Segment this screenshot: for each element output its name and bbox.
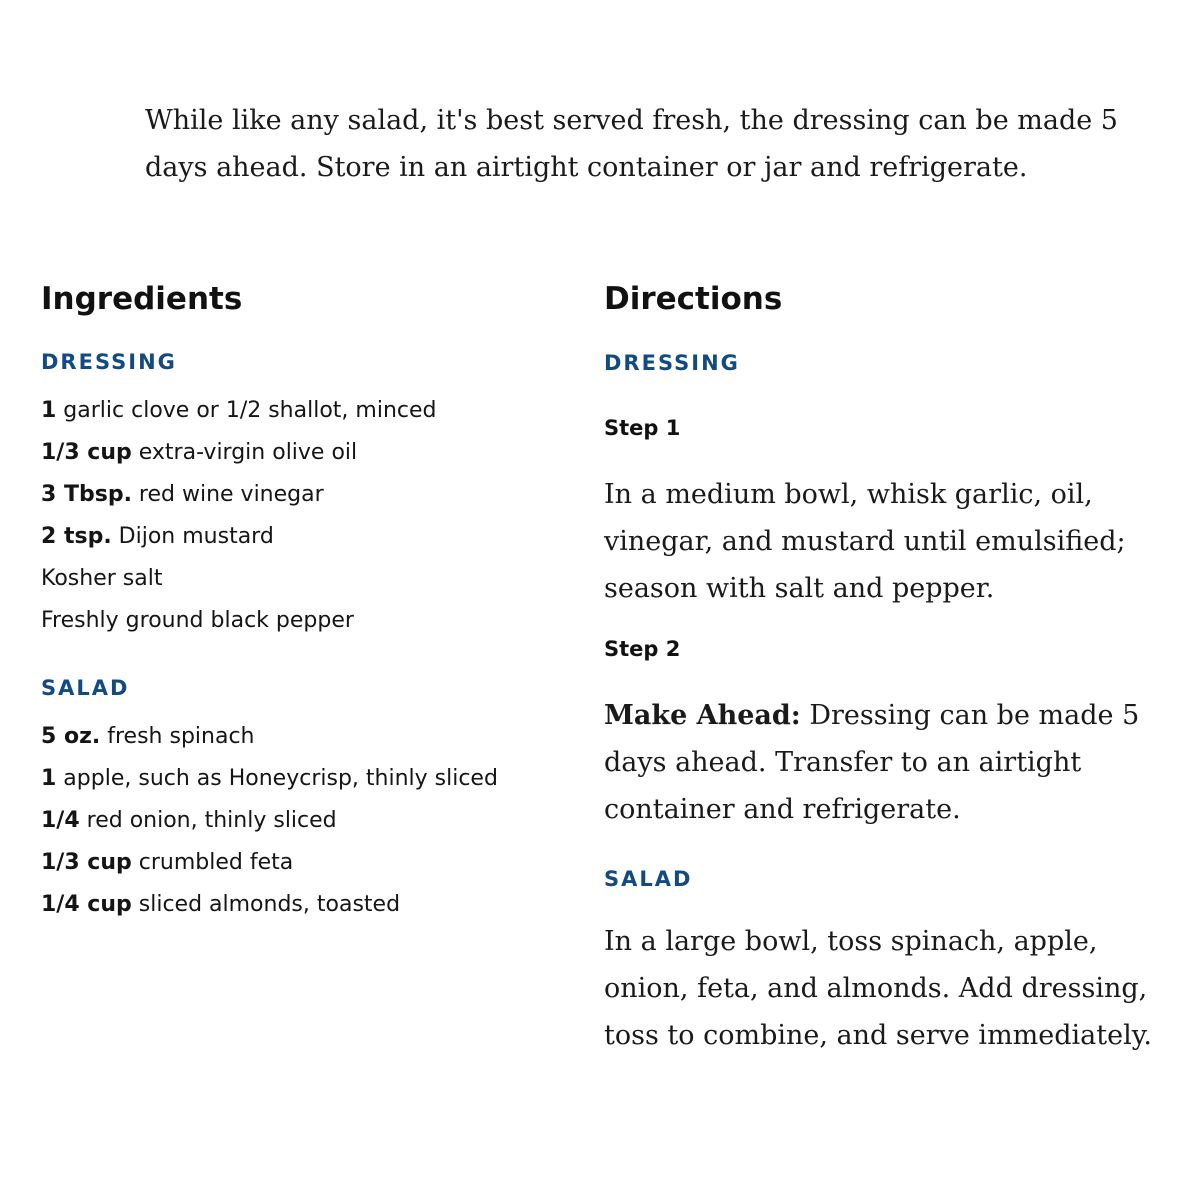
ingredient-quantity: 1/4 <box>41 808 80 833</box>
ingredient-name: extra-virgin olive oil <box>131 440 358 465</box>
ingredients-dressing-heading: DRESSING <box>41 350 177 374</box>
ingredient-name: crumbled feta <box>131 850 294 875</box>
ingredient-quantity: 1/3 cup <box>41 440 132 465</box>
ingredient-item <box>41 600 581 642</box>
ingredient-quantity: 1/3 cup <box>41 850 132 875</box>
ingredient-name: sliced almonds, toasted <box>131 892 401 917</box>
ingredient-quantity: 2 tsp. <box>41 524 112 549</box>
directions-title: Directions <box>604 281 783 317</box>
salad-ingredient-list <box>41 716 581 926</box>
ingredient-name: apple, such as Honeycrisp, thinly sliced <box>56 766 498 791</box>
step-2-label: Step 2 <box>604 637 681 661</box>
ingredient-name: garlic clove or 1/2 shallot, minced <box>56 398 437 423</box>
make-ahead-text: Dressing can be made 5 days ahead. Transfer to an airtight container and refrigerate. <box>604 700 1140 825</box>
directions-salad-heading: SALAD <box>604 867 693 891</box>
ingredient-quantity: 1 <box>41 766 57 791</box>
ingredient-item <box>41 758 581 800</box>
ingredient-item <box>41 432 581 474</box>
intro-paragraph: While like any salad, it's best served fresh, the dressing can be made 5 days ahead. Store in an airtight container or jar and refrigerate. <box>145 105 1118 183</box>
ingredient-quantity: 3 Tbsp. <box>41 482 132 507</box>
make-ahead-label: Make Ahead: <box>604 700 801 731</box>
directions-dressing-heading: DRESSING <box>604 351 740 375</box>
ingredient-name: Kosher salt <box>41 566 163 591</box>
ingredient-item <box>41 516 581 558</box>
ingredient-name: Freshly ground black pepper <box>41 608 354 633</box>
step-2-text <box>604 692 1164 833</box>
ingredient-item <box>41 884 581 926</box>
ingredients-section <box>41 280 581 926</box>
ingredient-name: Dijon mustard <box>111 524 274 549</box>
dressing-ingredient-list <box>41 390 581 642</box>
ingredient-item <box>41 716 581 758</box>
ingredient-name: fresh spinach <box>100 724 255 749</box>
ingredient-name: red onion, thinly sliced <box>79 808 337 833</box>
ingredient-item <box>41 558 581 600</box>
step-1-label: Step 1 <box>604 416 681 440</box>
ingredient-quantity: 1/4 cup <box>41 892 132 917</box>
step-1-text: In a medium bowl, whisk garlic, oil, vinegar, and mustard until emulsified; season with salt and pepper. <box>604 479 1126 604</box>
ingredient-item <box>41 800 581 842</box>
ingredient-item <box>41 474 581 516</box>
ingredient-name: red wine vinegar <box>131 482 324 507</box>
ingredient-item <box>41 390 581 432</box>
ingredient-quantity: 1 <box>41 398 57 423</box>
ingredients-title: Ingredients <box>41 281 243 317</box>
salad-step-text: In a large bowl, toss spinach, apple, onion, feta, and almonds. Add dressing, toss to combine, and serve immediately. <box>604 926 1152 1051</box>
ingredients-salad-heading: SALAD <box>41 676 130 700</box>
directions-section <box>604 280 1164 1059</box>
ingredient-quantity: 5 oz. <box>41 724 101 749</box>
ingredient-item <box>41 842 581 884</box>
